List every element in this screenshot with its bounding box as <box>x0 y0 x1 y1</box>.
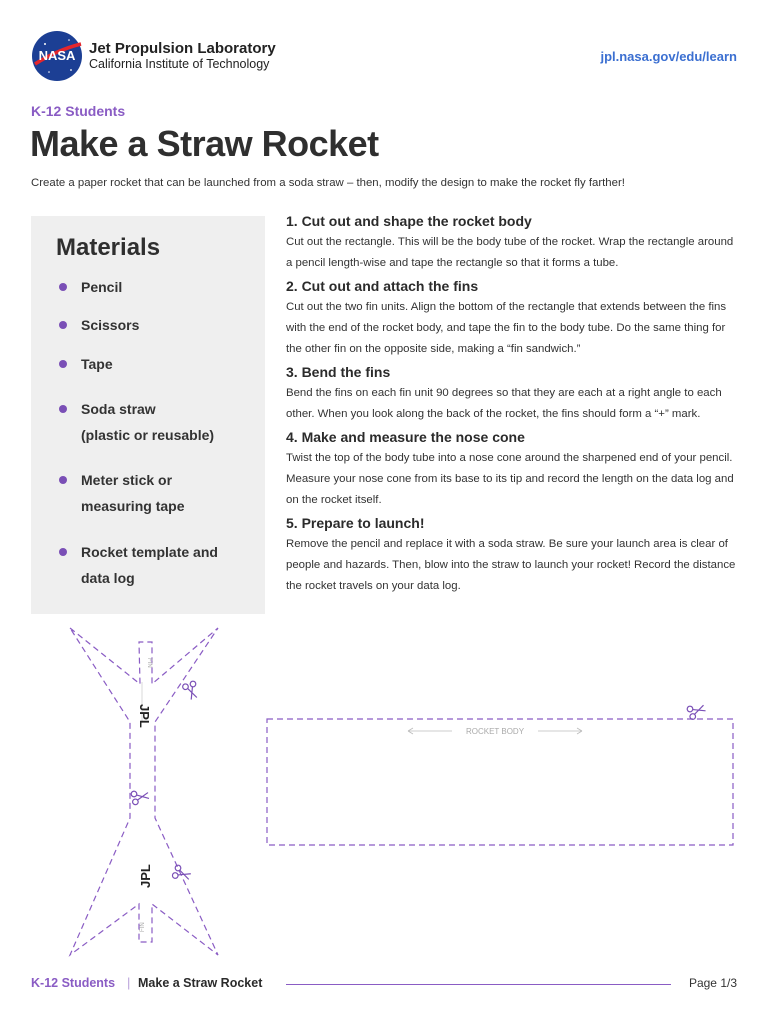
org-block <box>89 40 276 72</box>
material-item: Rocket template and data log <box>57 539 257 591</box>
steps-list <box>286 210 738 598</box>
bullet-icon <box>59 548 67 556</box>
materials-heading: Materials <box>56 234 161 261</box>
step-text: Cut out the two fin units. Align the bottom of the rectangle that extends between the fins with the end of the rocket body, and tape the fin to the body tube. Do the same thing for the other fin on the opposite side, making a “fin sandwich.” <box>286 301 727 355</box>
intro-text: Create a paper rocket that can be launched from a soda straw – then, modify the design to make the rocket fly farther! <box>31 177 625 189</box>
fin-label: FIN <box>146 658 152 668</box>
step-item <box>286 512 738 597</box>
bullet-icon <box>59 476 67 484</box>
step-item <box>286 426 738 511</box>
jpl-label: JPL <box>137 704 152 728</box>
material-item: Pencil <box>57 274 257 300</box>
step-title: 4. Make and measure the nose cone <box>286 429 525 445</box>
materials-panel <box>31 216 265 614</box>
bullet-icon <box>59 405 67 413</box>
page-footer <box>31 973 737 993</box>
eyebrow-label: K-12 Students <box>31 103 126 119</box>
step-item <box>286 361 738 425</box>
rocket-body-template <box>262 695 740 850</box>
site-link[interactable]: jpl.nasa.gov/edu/learn <box>600 49 737 64</box>
fin-label: FIN <box>140 922 146 932</box>
svg-text:NASA: NASA <box>38 48 76 63</box>
step-title: 5. Prepare to launch! <box>286 515 425 531</box>
material-item: Meter stick or measuring tape <box>57 467 257 519</box>
step-item <box>286 210 738 274</box>
step-title: 1. Cut out and shape the rocket body <box>286 213 532 229</box>
footer-rule <box>286 984 671 985</box>
step-item <box>286 275 738 360</box>
scissors-icon <box>686 702 706 721</box>
step-text: Bend the fins on each fin unit 90 degrees so that they are each at a right angle to each other. When you look along the back of the rocket, the fins should form a “+” mark. <box>286 387 722 420</box>
bullet-icon <box>59 321 67 329</box>
bullet-icon <box>59 283 67 291</box>
step-title: 2. Cut out and attach the fins <box>286 278 479 294</box>
material-item: Scissors <box>57 312 257 338</box>
page-title: Make a Straw Rocket <box>30 123 379 164</box>
rocket-body-label: ROCKET BODY <box>465 727 525 736</box>
scissors-icon <box>131 789 150 805</box>
footer-separator: | <box>127 975 131 990</box>
nasa-logo-icon <box>31 30 83 82</box>
page-number: Page 1/3 <box>688 976 737 990</box>
bullet-icon <box>59 360 67 368</box>
org-subtitle: California Institute of Technology <box>89 57 270 71</box>
scissors-icon <box>172 864 192 883</box>
org-name: Jet Propulsion Laboratory <box>89 40 276 57</box>
step-title: 3. Bend the fins <box>286 364 391 380</box>
step-text: Remove the pencil and replace it with a soda straw. Be sure your launch area is clear of people and hazards. Then, blow into the straw to launch your rocket! Record the distance the rocket travels on your data log. <box>286 538 736 592</box>
jpl-label: JPL <box>138 864 153 888</box>
page-header <box>31 30 737 82</box>
step-text: Twist the top of the body tube into a nose cone around the sharpened end of your pencil. Measure your nose cone from its base to its tip and record the length on the data log and on the rocket itself. <box>286 452 734 506</box>
footer-title: Make a Straw Rocket <box>138 976 263 990</box>
footer-section: K-12 Students <box>31 976 116 990</box>
material-item: Tape <box>57 351 257 377</box>
scissors-icon <box>182 680 201 700</box>
material-item: Soda straw (plastic or reusable) <box>57 396 257 448</box>
fin-template <box>60 622 235 962</box>
step-text: Cut out the rectangle. This will be the body tube of the rocket. Wrap the rectangle around a pencil length-wise and tape the rectangle so that it forms a tube. <box>286 236 734 269</box>
